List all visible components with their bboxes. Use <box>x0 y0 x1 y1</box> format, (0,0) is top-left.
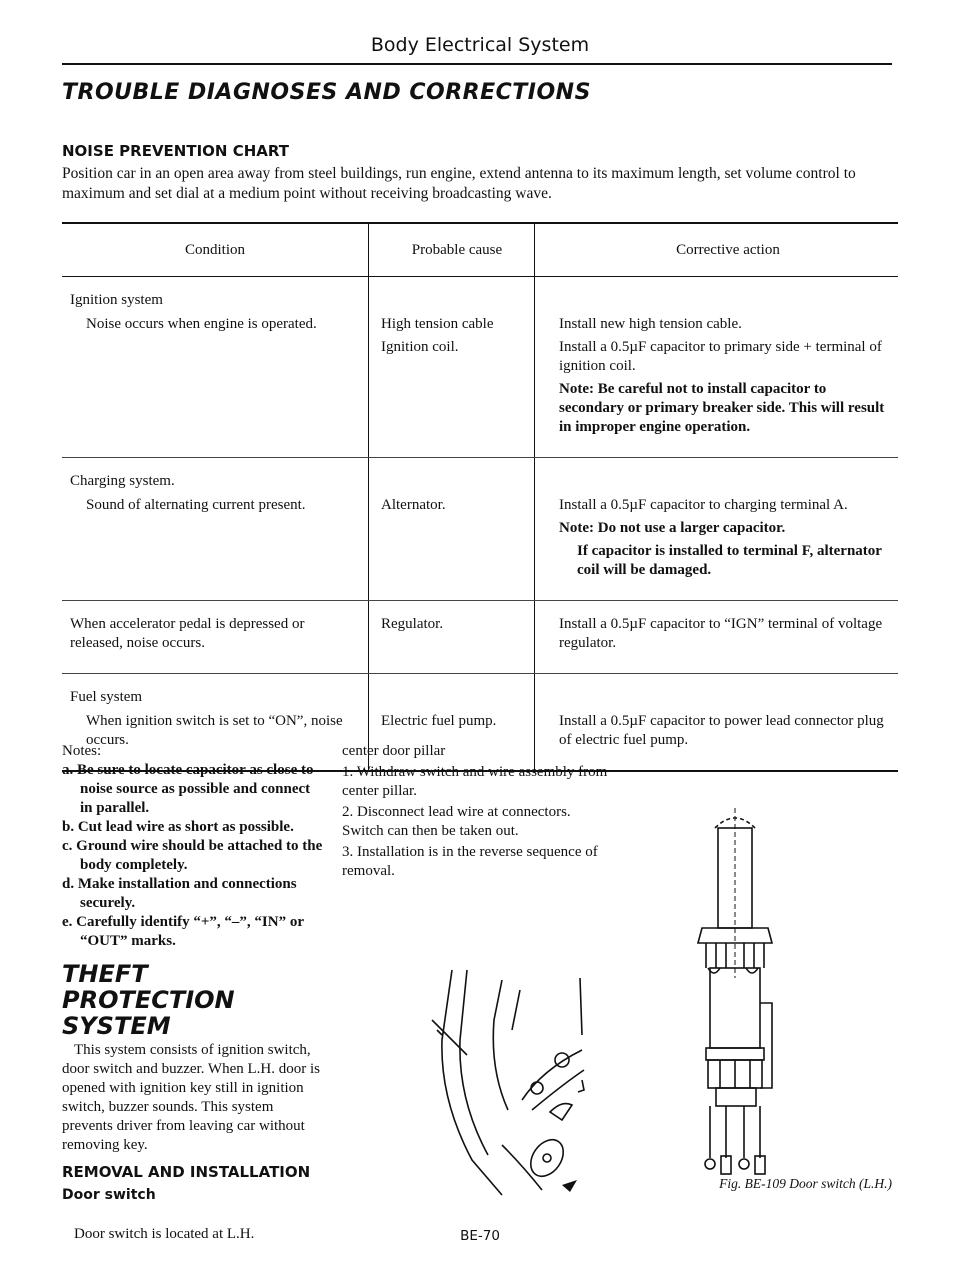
action-note: Note: Be careful not to install capacitor to secondary or primary breaker side. This will result in improper engine operation. <box>559 381 885 435</box>
theft-title: THEFT PROTECTION SYSTEM <box>62 960 235 1040</box>
note-item: b. Cut lead wire as short as possible. <box>62 819 294 835</box>
noise-prevention-table <box>62 222 898 772</box>
cause-text: Alternator. <box>381 497 446 513</box>
page-header: Body Electrical System <box>370 34 590 56</box>
header-rule <box>62 63 892 65</box>
left-column <box>62 742 326 1244</box>
note-item: a. Be sure to locate capacitor as close to noise source as possible and connect in parallel. <box>62 762 314 816</box>
action-note: Note: Do not use a larger capacitor. <box>559 520 786 536</box>
cause-text: Regulator. <box>381 616 444 632</box>
header-condition: Condition <box>62 223 369 277</box>
condition-cell <box>62 277 369 458</box>
action-text: Install a 0.5µF capacitor to charging terminal A. <box>559 497 848 513</box>
chart-intro: Position car in an open area away from steel buildings, run engine, extend antenna to its maximum length, set volume control to maximum and set dial at a medium point without receiving broadcasting wave. <box>62 165 856 202</box>
step-item: 1. Withdraw switch and wire assembly from center pillar. <box>342 764 608 799</box>
note-item: d. Make installation and connections securely. <box>62 876 297 911</box>
note-item: c. Ground wire should be attached to the body completely. <box>62 838 323 873</box>
cause-cell <box>369 277 535 458</box>
condition-text: When ignition switch is set to “ON”, noise occurs. <box>86 713 343 748</box>
theft-body: This system consists of ignition switch, door switch and buzzer. When L.H. door is opened with ignition key still in ignition switch, buzzer sounds. This system prevents driver from leaving car without removing key. <box>62 1042 320 1153</box>
cause-text: Electric fuel pump. <box>381 713 497 729</box>
cause-text: High tension cable <box>381 316 494 332</box>
action-cell <box>535 458 899 601</box>
chart-title: NOISE PREVENTION CHART <box>62 142 289 160</box>
step-item: 2. Disconnect lead wire at connectors. Switch can then be taken out. <box>342 804 571 839</box>
action-cell <box>535 601 899 674</box>
section-title: TROUBLE DIAGNOSES AND CORRECTIONS <box>62 80 591 105</box>
action-cell <box>535 277 899 458</box>
page-number: BE-70 <box>460 1228 500 1244</box>
cause-cell <box>369 458 535 601</box>
condition-cell <box>62 601 369 674</box>
condition-text: When accelerator pedal is depressed or released, noise occurs. <box>70 616 305 651</box>
table-row <box>62 601 898 674</box>
condition-title: Charging system. <box>70 473 175 489</box>
condition-title: Fuel system <box>70 689 143 705</box>
action-note-detail: If capacitor is installed to terminal F, alternator coil will be damaged. <box>577 543 882 578</box>
cause-text: Ignition coil. <box>381 339 459 355</box>
header-corrective-action: Corrective action <box>535 223 899 277</box>
action-text: Install a 0.5µF capacitor to “IGN” terminal of voltage regulator. <box>559 616 883 651</box>
removal-title: REMOVAL AND INSTALLATION <box>62 1163 311 1181</box>
door-switch-title: Door switch <box>62 1187 156 1203</box>
condition-text: Noise occurs when engine is operated. <box>86 316 317 332</box>
middle-column <box>342 742 612 883</box>
door-switch-illustration <box>680 788 790 1178</box>
table-row <box>62 277 898 458</box>
notes-title: Notes: <box>62 743 102 759</box>
condition-cell <box>62 458 369 601</box>
condition-title: Ignition system <box>70 292 163 308</box>
condition-text: Sound of alternating current present. <box>86 497 306 513</box>
door-pillar-illustration <box>412 960 612 1200</box>
figure-caption: Fig. BE-109 Door switch (L.H.) <box>719 1176 892 1191</box>
continued-text: center door pillar <box>342 743 446 759</box>
action-text: Install a 0.5µF capacitor to primary side + terminal of ignition coil. <box>559 339 882 374</box>
door-switch-body: Door switch is located at L.H. <box>74 1226 255 1242</box>
action-text: Install new high tension cable. <box>559 316 742 332</box>
step-item: 3. Installation is in the reverse sequence of removal. <box>342 844 598 879</box>
notes-block <box>62 742 326 951</box>
note-item: e. Carefully identify “+”, “–”, “IN” or “OUT” marks. <box>62 914 304 949</box>
table-header-row <box>62 223 898 277</box>
action-text: Install a 0.5µF capacitor to power lead connector plug of electric fuel pump. <box>559 713 884 748</box>
table-row <box>62 458 898 601</box>
cause-cell <box>369 601 535 674</box>
header-probable-cause: Probable cause <box>369 223 535 277</box>
